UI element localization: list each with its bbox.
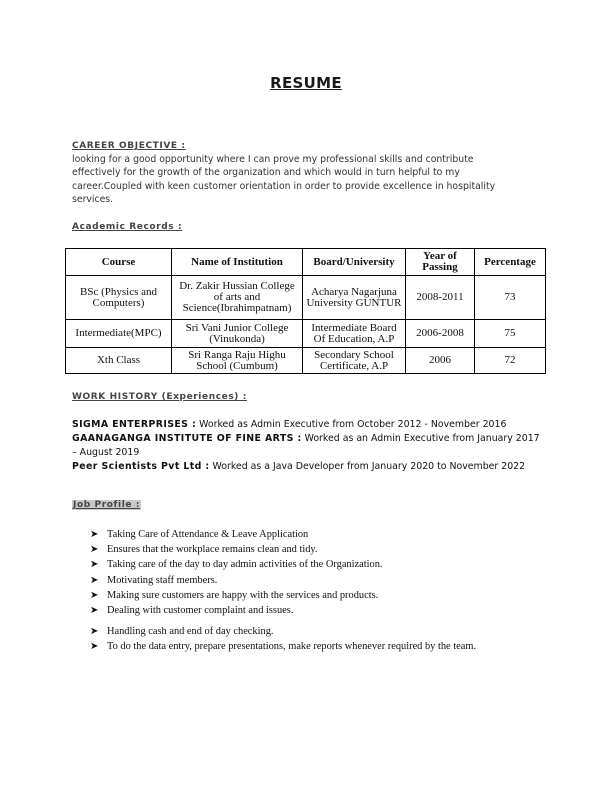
col-header-board: Board/University [303, 249, 406, 276]
cell-institution: Sri Vani Junior College (Vinukonda) [172, 320, 303, 348]
work-entry [72, 418, 542, 432]
job-item-text: Handling cash and end of day checking. [107, 626, 274, 638]
cell-year: 2006 [406, 348, 475, 374]
list-item [90, 557, 476, 572]
arrow-bullet-icon: ➤ [90, 626, 99, 638]
list-item [90, 639, 476, 654]
job-item-text: Motivating staff members. [107, 574, 218, 586]
cell-institution: Sri Ranga Raju Highu School (Cumbum) [172, 348, 303, 374]
arrow-bullet-icon: ➤ [90, 559, 99, 571]
list-item [90, 542, 476, 557]
cell-year: 2006-2008 [406, 320, 475, 348]
page-title: RESUME [270, 74, 342, 92]
table-header-row [66, 249, 546, 276]
job-item-text: Ensures that the workplace remains clean and tidy. [107, 544, 318, 556]
career-line: services. [72, 193, 114, 205]
work-detail: Worked as an Admin Executive from January 2017 – August 2019 [72, 433, 540, 458]
col-header-institution: Name of Institution [172, 249, 303, 276]
col-header-percentage: Percentage [475, 249, 546, 276]
list-item [90, 573, 476, 588]
cell-institution: Dr. Zakir Hussian College of arts and Science(Ibrahimpatnam) [172, 276, 303, 320]
table-row [66, 276, 546, 320]
cell-course: Xth Class [66, 348, 172, 374]
job-item-text: Taking Care of Attendance & Leave Application [107, 529, 309, 540]
cell-year: 2008-2011 [406, 276, 475, 320]
work-company: GAANAGANGA INSTITUTE OF FINE ARTS : [72, 433, 302, 444]
cell-board: Secondary School Certificate, A.P [303, 348, 406, 374]
work-company: SIGMA ENTERPRISES : [72, 419, 197, 430]
cell-percentage: 73 [475, 276, 546, 320]
table-row [66, 320, 546, 348]
career-line: career.Coupled with keen customer orientation in order to provide excellence in hospitality [72, 180, 496, 192]
cell-board: Acharya Nagarjuna University GUNTUR [303, 276, 406, 320]
arrow-bullet-icon: ➤ [90, 641, 99, 653]
career-objective-heading: CAREER OBJECTIVE : [72, 141, 186, 151]
cell-course: Intermediate(MPC) [66, 320, 172, 348]
career-line: looking for a good opportunity where I can prove my professional skills and contribute [72, 154, 474, 165]
list-item [90, 624, 476, 639]
arrow-bullet-icon: ➤ [90, 544, 99, 556]
work-detail: Worked as a Java Developer from January 2020 to November 2022 [209, 461, 526, 472]
work-entry [72, 432, 542, 460]
cell-board: Intermediate Board Of Education, A.P [303, 320, 406, 348]
list-item [90, 527, 476, 542]
career-line: effectively for the growth of the organization and which would in turn helpful to my [72, 167, 460, 179]
job-item-text: Dealing with customer complaint and issues. [107, 604, 294, 616]
career-objective-text [72, 153, 542, 206]
academic-records-table [65, 248, 546, 374]
arrow-bullet-icon: ➤ [90, 529, 99, 540]
table-row [66, 348, 546, 374]
job-item-text: Taking care of the day to day admin activities of the Organization. [107, 559, 383, 571]
academic-records-heading: Academic Records : [72, 222, 183, 232]
arrow-bullet-icon: ➤ [90, 604, 99, 616]
cell-percentage: 75 [475, 320, 546, 348]
job-profile-heading: Job Profile : [73, 500, 141, 510]
job-item-text: Making sure customers are happy with the services and products. [107, 589, 379, 601]
cell-course: BSc (Physics and Computers) [66, 276, 172, 320]
col-header-year: Year of Passing [406, 249, 475, 276]
work-company: Peer Scientists Pvt Ltd : [72, 461, 210, 472]
work-detail: Worked as Admin Executive from October 2012 - November 2016 [196, 419, 507, 430]
job-profile-list [90, 527, 476, 655]
work-history-heading: WORK HISTORY (Experiences) : [72, 392, 247, 402]
col-header-course: Course [66, 249, 172, 276]
arrow-bullet-icon: ➤ [90, 574, 99, 586]
list-item [90, 588, 476, 603]
arrow-bullet-icon: ➤ [90, 589, 99, 601]
work-entry [72, 460, 542, 474]
list-item [90, 603, 476, 618]
job-item-text: To do the data entry, prepare presentations, make reports whenever required by the team. [107, 641, 477, 653]
cell-percentage: 72 [475, 348, 546, 374]
